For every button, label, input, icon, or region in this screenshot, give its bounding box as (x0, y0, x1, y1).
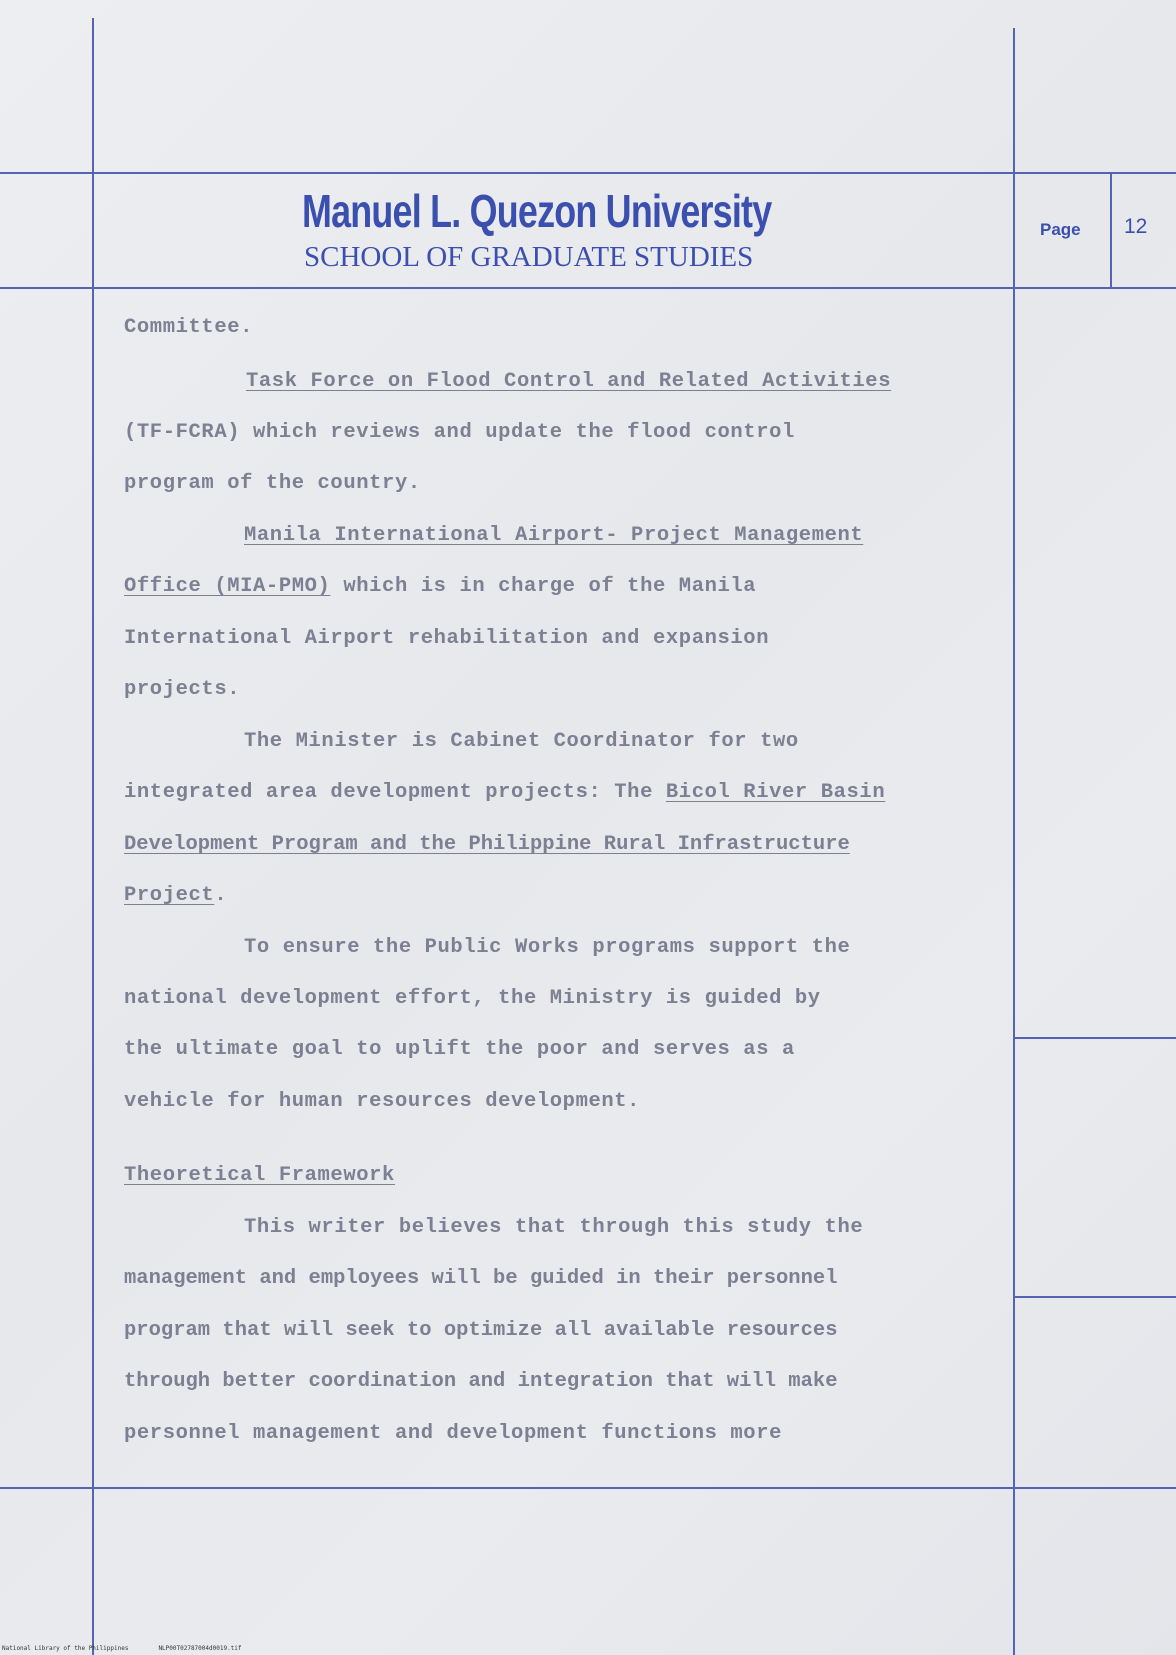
text-line: personnel management and development functions more (124, 1422, 783, 1445)
university-name: Manuel L. Quezon University (302, 185, 772, 237)
margin-rule-1 (1013, 1037, 1176, 1039)
header-bottom-rule (0, 287, 1176, 289)
text-line (246, 372, 891, 393)
margin-rule-2 (1013, 1296, 1176, 1298)
footer-rule (0, 1487, 1176, 1489)
text-line: national development effort, the Ministry is guided by (124, 987, 821, 1010)
underlined-title: Development Program and the Philippine Rural Infrastructure (124, 833, 850, 856)
underlined-title: Project (124, 884, 215, 907)
text-line: projects. (124, 678, 241, 701)
scan-footer: National Library of the Philippines NLP00T02787004d0019.tif (2, 1645, 242, 1652)
text-line: integrated area development projects: The Bicol River Basin (124, 781, 886, 804)
text-line: through better coordination and integration that will make (124, 1370, 838, 1393)
text-line: Office (MIA-PMO) which is in charge of the Manila (124, 575, 757, 598)
underlined-title: Bicol River Basin (665, 781, 886, 804)
page-box-divider (1110, 172, 1112, 289)
text-line: program of the country. (124, 472, 421, 495)
text-line (244, 526, 863, 547)
text-line: International Airport rehabilitation and expansion (124, 627, 770, 650)
text-line: Project. (124, 884, 228, 907)
header-top-rule (0, 172, 1176, 174)
left-margin-rule (92, 18, 94, 1655)
school-name: SCHOOL OF GRADUATE STUDIES (304, 241, 754, 273)
text-line (124, 835, 850, 856)
text-line: management and employees will be guided in their personnel (124, 1267, 838, 1290)
underlined-title: Office (MIA-PMO) (124, 575, 331, 598)
text-line: This writer believes that through this study the (244, 1216, 864, 1239)
underlined-title: Task Force on Flood Control and Related Activities (246, 370, 892, 393)
text-line: Committee. (124, 316, 254, 339)
text-line: program that will seek to optimize all available resources (124, 1319, 838, 1342)
text-line: the ultimate goal to uplift the poor and serves as a (124, 1038, 795, 1061)
text-line: To ensure the Public Works programs support the (244, 936, 851, 959)
text-line: (TF-FCRA) which reviews and update the flood control (124, 421, 795, 444)
page-number: 12 (1124, 215, 1148, 238)
page-label: Page (1040, 220, 1081, 239)
text-line: The Minister is Cabinet Coordinator for two (244, 730, 799, 753)
underlined-title: Manila International Airport- Project Management (244, 524, 864, 547)
text-line: vehicle for human resources development. (124, 1090, 641, 1113)
section-heading: Theoretical Framework (124, 1164, 395, 1187)
right-margin-rule (1013, 28, 1015, 1655)
